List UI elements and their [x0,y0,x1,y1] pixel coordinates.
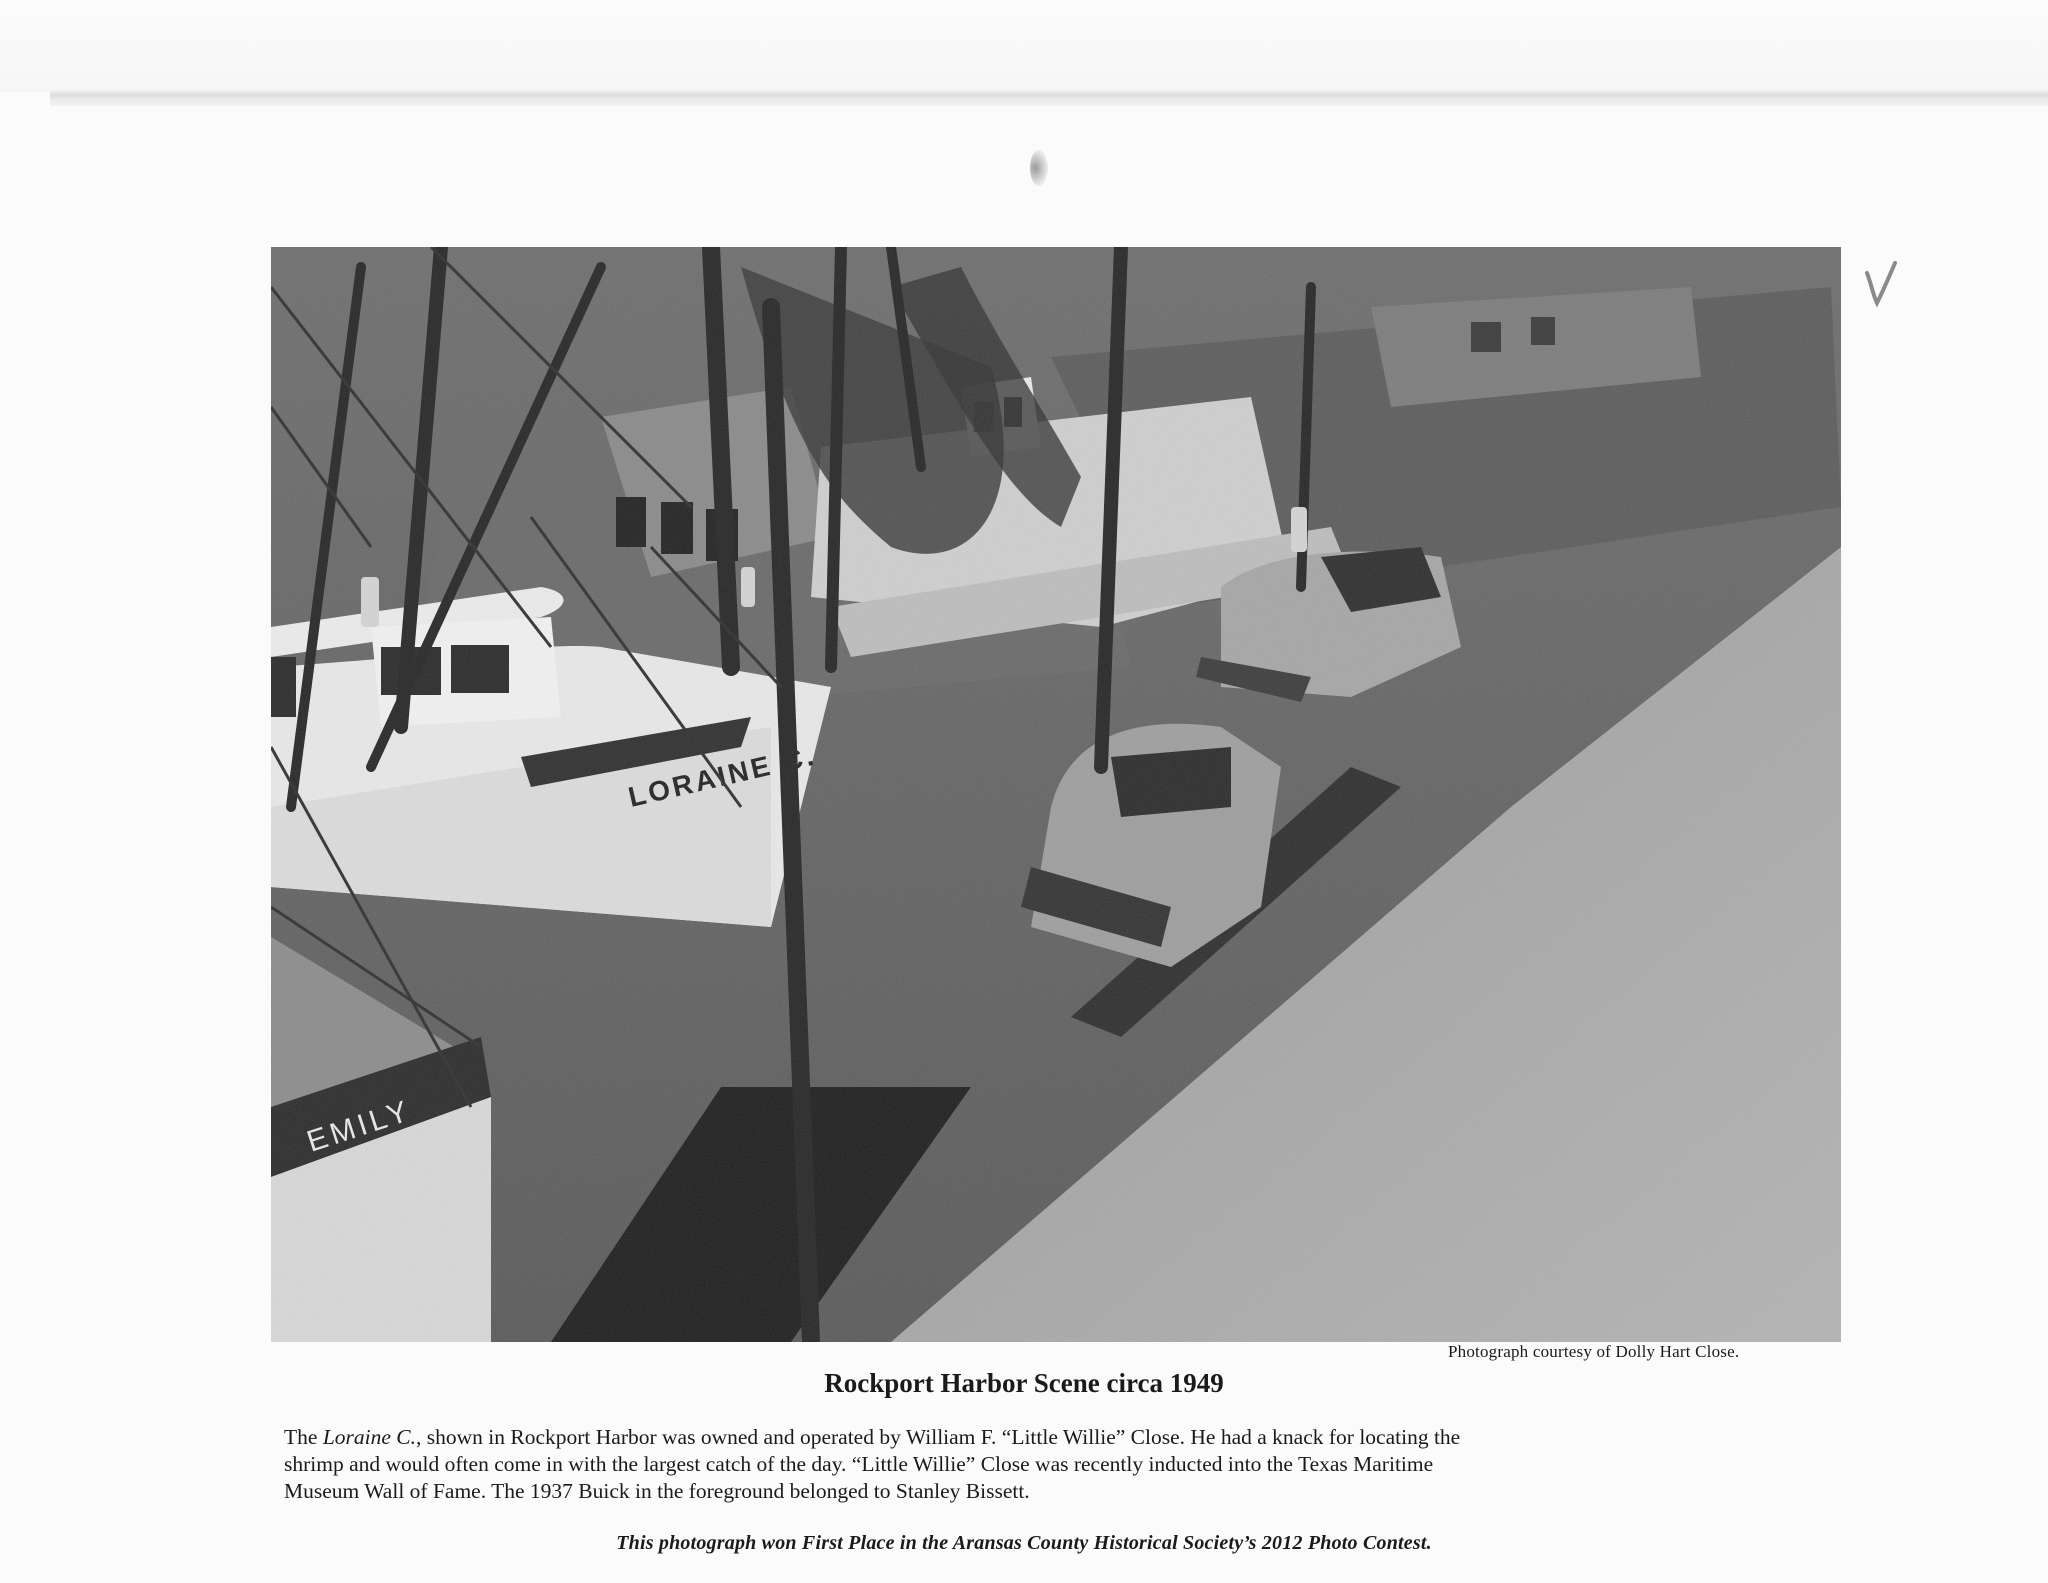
caption-body [284,1424,1864,1505]
scan-top-margin [0,0,2048,92]
photo-credit: Photograph courtesy of Dolly Hart Close. [1448,1342,1740,1361]
binder-hole [1030,150,1048,186]
harbor-photo-illustration [271,247,1841,1342]
boat-name-italic: Loraine C. [322,1425,416,1449]
award-note: This photograph won First Place in the Aransas County Historical Society’s 2012 Photo Contest. [616,1532,1432,1554]
page-fold-line [50,90,2048,106]
caption-line-3: Museum Wall of Fame. The 1937 Buick in the foreground belonged to Stanley Bissett. [284,1479,1030,1503]
harbor-photograph [271,247,1841,1342]
caption-title: Rockport Harbor Scene circa 1949 [824,1368,1224,1398]
handwritten-checkmark [1855,255,1905,315]
caption-line-2: shrimp and would often come in with the largest catch of the day. “Little Willie” Close was recently inducted into the Texas Maritime [284,1452,1434,1476]
caption-line-1: The Loraine C., shown in Rockport Harbor was owned and operated by William F. “Little Willie” Close. He had a knack for locating the [284,1425,1461,1449]
